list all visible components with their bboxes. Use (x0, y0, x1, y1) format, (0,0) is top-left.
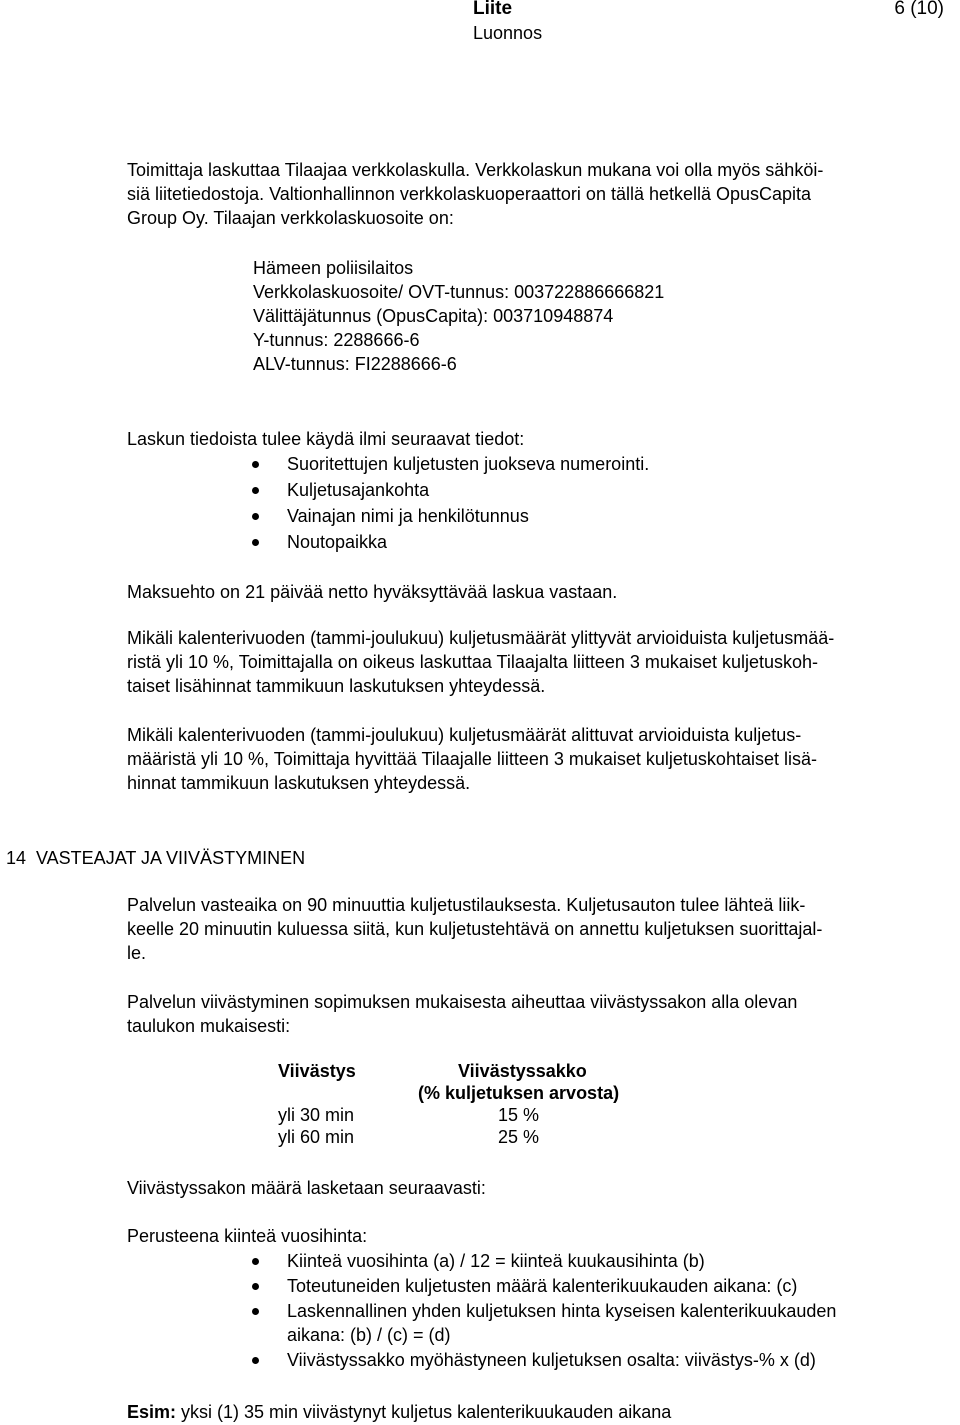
list-item: Vainajan nimi ja henkilötunnus (127, 504, 933, 530)
text-line: le. (127, 943, 147, 963)
text-line: määristä yli 10 %, Toimittaja hyvittää Tilaajalle liitteen 3 mukaiset kuljetuskohtaiset lisä- (127, 749, 817, 769)
text-line: Palvelun vasteaika on 90 minuuttia kuljetustilauksesta. Kuljetusauton tulee lähteä liik- (127, 895, 806, 915)
table-cell: 25 % (498, 1127, 540, 1147)
column-header-delay: Viivästys (278, 1061, 356, 1081)
list-item: Viivästyssakko myöhästyneen kuljetuksen osalta: viivästys-% x (d) (127, 1348, 933, 1373)
text-line: Palvelun viivästyminen sopimuksen mukaisesta aiheuttaa viivästyssakon alla olevan (127, 992, 798, 1012)
bullet-icon (252, 1357, 259, 1364)
basis-lead: Perusteena kiinteä vuosihinta: (127, 1226, 368, 1246)
table-row (278, 1126, 619, 1148)
text-line: Toimittaja laskuttaa Tilaajaa verkkolaskulla. Verkkolaskun mukana voi olla myös sähköi- (127, 160, 824, 180)
text-line: Mikäli kalenterivuoden (tammi-joulukuu) kuljetusmäärät alittuvat arvioiduista kuljetus- (127, 725, 802, 745)
text-line: taiset lisähinnat tammikuun laskutuksen yhteydessä. (127, 676, 546, 696)
section-heading (6, 846, 305, 870)
table-cell: yli 30 min (278, 1105, 355, 1125)
text-line: siä liitetiedostoja. Valtionhallinnon verkkolaskuoperaattori on tällä hetkellä OpusCapita (127, 184, 812, 204)
list-item: Kiinteä vuosihinta (a) / 12 = kiinteä kuukausihinta (b) (127, 1249, 933, 1274)
delay-paragraph (127, 990, 933, 1038)
table-cell: 15 % (498, 1105, 540, 1125)
example-line (127, 1400, 933, 1424)
table-cell: yli 60 min (278, 1127, 355, 1147)
list-item: Toteutuneiden kuljetusten määrä kalenterikuukauden aikana: (c) (127, 1274, 933, 1299)
overrun-paragraph (127, 626, 933, 698)
column-header-penalty: Viivästyssakko (% kuljetuksen arvosta) (418, 1061, 620, 1103)
bullet-icon (252, 539, 259, 546)
list-item: Laskennallinen yhden kuljetuksen hinta kyseisen kalenterikuukauden aikana: (b) / (c) = (d) (127, 1299, 933, 1348)
text-line: hinnat tammikuun laskutuksen yhteydessä. (127, 773, 471, 793)
bullet-icon (252, 461, 259, 468)
bullet-icon (252, 1258, 259, 1265)
underrun-paragraph (127, 723, 933, 795)
page-header (464, 0, 944, 47)
bullet-icon (252, 513, 259, 520)
table-row (278, 1104, 619, 1126)
text-line: Mikäli kalenterivuoden (tammi-joulukuu) kuljetusmäärät ylittyvät arvioiduista kuljetusmää- (127, 628, 835, 648)
document-title: Liite (473, 0, 513, 19)
invoice-info-list (127, 452, 933, 556)
bullet-icon (252, 487, 259, 494)
example-text: yksi (1) 35 min viivästynyt kuljetus kalenterikuukauden aikana (176, 1402, 672, 1422)
basis-list (127, 1249, 933, 1373)
text-line: taulukon mukaisesti: (127, 1016, 291, 1036)
example-label: Esim: (127, 1402, 177, 1422)
address-line: Välittäjätunnus (OpusCapita): 003710948874 (253, 306, 614, 326)
response-time-paragraph (127, 893, 933, 965)
document-status: Luonnos (473, 23, 543, 43)
text-line: keelle 20 minuutin kuluessa siitä, kun kuljetustehtävä on annettu kuljetuksen suorittajal- (127, 919, 823, 939)
bullet-icon (252, 1283, 259, 1290)
page-number: 6 (10) (894, 0, 944, 19)
invoice-address-block (253, 256, 664, 376)
invoice-info-lead: Laskun tiedoista tulee käydä ilmi seuraavat tiedot: (127, 429, 525, 449)
text-line: Group Oy. Tilaajan verkkolaskuosoite on: (127, 208, 454, 228)
delay-penalty-table (278, 1060, 619, 1148)
bullet-icon (252, 1308, 259, 1315)
intro-paragraph (127, 158, 933, 230)
list-item: Kuljetusajankohta (127, 478, 933, 504)
section-title: VASTEAJAT JA VIIVÄSTYMINEN (36, 848, 306, 868)
list-item: Suoritettujen kuljetusten juokseva numerointi. (127, 452, 933, 478)
table-header-row (278, 1060, 619, 1104)
list-item: Noutopaikka (127, 530, 933, 556)
address-line: Hämeen poliisilaitos (253, 258, 414, 278)
text-line: ristä yli 10 %, Toimittajalla on oikeus laskuttaa Tilaajalta liitteen 3 mukaiset kuljetuskoh- (127, 652, 819, 672)
calculation-lead: Viivästyssakon määrä lasketaan seuraavasti: (127, 1178, 486, 1198)
section-number: 14 (6, 848, 27, 868)
address-line: ALV-tunnus: FI2288666-6 (253, 354, 457, 374)
address-line: Y-tunnus: 2288666-6 (253, 330, 420, 350)
payment-terms: Maksuehto on 21 päivää netto hyväksyttävää laskua vastaan. (127, 582, 618, 602)
address-line: Verkkolaskuosoite/ OVT-tunnus: 003722886666821 (253, 282, 665, 302)
